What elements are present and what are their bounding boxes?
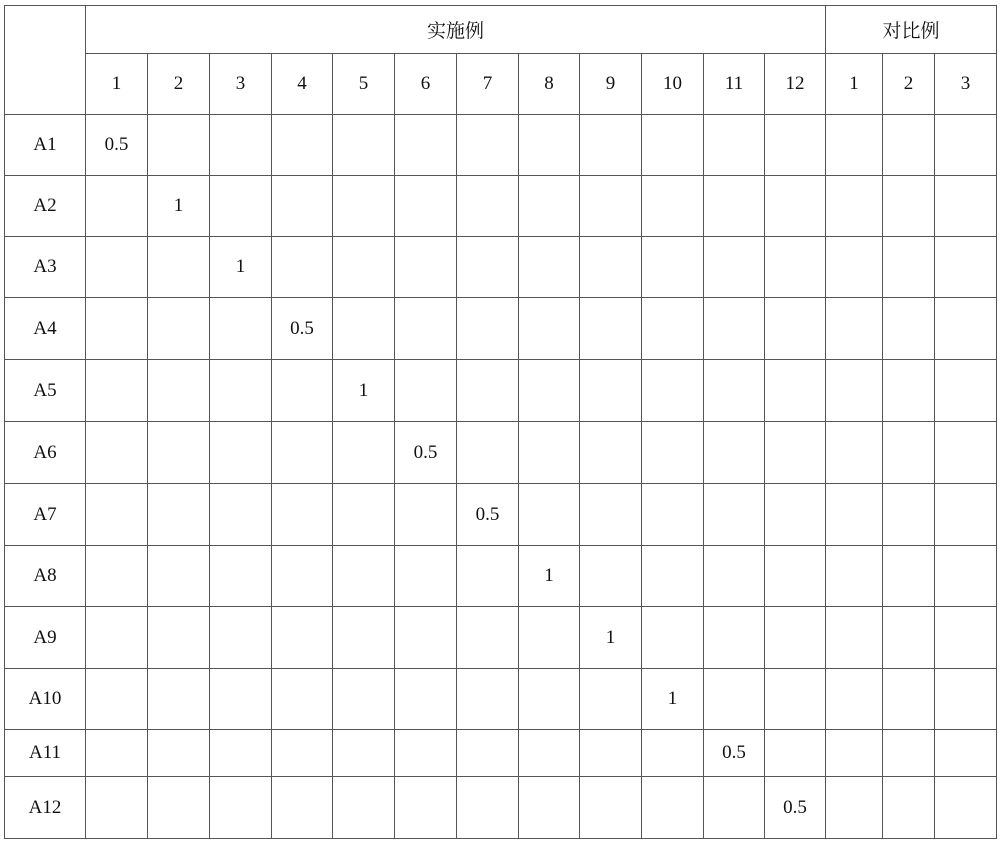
table-cell: 1 — [333, 360, 395, 422]
table-cell — [333, 176, 395, 237]
table-cell: 0.5 — [86, 115, 148, 176]
table-cell — [272, 115, 333, 176]
table-cell — [457, 607, 519, 669]
table-cell — [210, 777, 272, 839]
table-cell — [395, 484, 457, 546]
table-cell — [210, 115, 272, 176]
table-cell: 1 — [210, 237, 272, 298]
table-cell — [210, 546, 272, 607]
table-cell — [704, 669, 765, 730]
row-label: A1 — [5, 115, 86, 176]
table-cell — [935, 777, 997, 839]
table-cell — [395, 546, 457, 607]
table-cell — [457, 730, 519, 777]
table-cell — [826, 237, 883, 298]
table-cell: 1 — [148, 176, 210, 237]
table-row — [5, 777, 997, 839]
table-cell — [580, 360, 642, 422]
table-cell — [272, 484, 333, 546]
row-label: A2 — [5, 176, 86, 237]
table-cell — [519, 669, 580, 730]
table-cell: 0.5 — [272, 298, 333, 360]
table-row — [5, 176, 997, 237]
table-cell — [148, 484, 210, 546]
table-cell — [272, 730, 333, 777]
table-cell — [883, 777, 935, 839]
table-cell — [457, 237, 519, 298]
table-row — [5, 484, 997, 546]
table-cell — [210, 730, 272, 777]
table-cell — [765, 237, 826, 298]
table-cell — [883, 669, 935, 730]
table-cell — [826, 777, 883, 839]
row-label: A6 — [5, 422, 86, 484]
table-cell — [935, 546, 997, 607]
table-cell — [704, 422, 765, 484]
comparative-column-header: 3 — [935, 54, 997, 115]
table-cell — [210, 422, 272, 484]
table-row — [5, 607, 997, 669]
table-cell — [519, 298, 580, 360]
table-cell — [883, 546, 935, 607]
row-label: A11 — [5, 730, 86, 777]
table-cell — [148, 422, 210, 484]
table-cell — [704, 484, 765, 546]
row-label: A10 — [5, 669, 86, 730]
table-cell — [519, 607, 580, 669]
table-cell — [86, 422, 148, 484]
table-cell — [395, 730, 457, 777]
table-cell — [580, 669, 642, 730]
table-cell — [826, 484, 883, 546]
table-cell — [704, 237, 765, 298]
table-cell — [642, 484, 704, 546]
table-cell — [333, 298, 395, 360]
table-cell — [935, 607, 997, 669]
table-cell — [519, 176, 580, 237]
table-cell — [333, 237, 395, 298]
table-cell — [272, 777, 333, 839]
table-cell — [210, 484, 272, 546]
table-cell — [333, 484, 395, 546]
table-cell — [519, 730, 580, 777]
table-cell — [642, 237, 704, 298]
table-cell — [333, 115, 395, 176]
comparative-group-header: 对比例 — [826, 6, 997, 54]
example-column-header: 8 — [519, 54, 580, 115]
table-cell — [765, 484, 826, 546]
table-cell — [86, 730, 148, 777]
table-cell — [883, 115, 935, 176]
table-cell — [86, 546, 148, 607]
table-cell — [272, 176, 333, 237]
example-column-header: 2 — [148, 54, 210, 115]
table-cell — [148, 360, 210, 422]
table-cell — [210, 298, 272, 360]
table-cell — [333, 546, 395, 607]
table-cell — [86, 777, 148, 839]
table-cell — [826, 298, 883, 360]
table-cell — [148, 669, 210, 730]
table-cell — [86, 484, 148, 546]
table-cell — [519, 237, 580, 298]
examples-group-header: 实施例 — [86, 6, 826, 54]
table-cell — [826, 360, 883, 422]
example-column-header: 10 — [642, 54, 704, 115]
composition-table — [4, 5, 997, 839]
table-cell — [826, 607, 883, 669]
row-label: A5 — [5, 360, 86, 422]
example-column-header: 12 — [765, 54, 826, 115]
table-cell — [272, 360, 333, 422]
table-cell — [642, 176, 704, 237]
table-cell — [580, 484, 642, 546]
table-cell — [883, 176, 935, 237]
table-row — [5, 546, 997, 607]
table-cell — [457, 360, 519, 422]
table-cell — [642, 360, 704, 422]
row-label: A4 — [5, 298, 86, 360]
table-cell — [333, 730, 395, 777]
table-cell — [148, 777, 210, 839]
table-cell — [765, 360, 826, 422]
table-cell — [395, 360, 457, 422]
table-cell — [883, 237, 935, 298]
table-cell — [580, 422, 642, 484]
table-cell — [642, 115, 704, 176]
table-cell — [704, 777, 765, 839]
table-cell — [580, 176, 642, 237]
table-row — [5, 422, 997, 484]
table-cell — [272, 669, 333, 730]
table-cell — [457, 176, 519, 237]
table-cell — [395, 237, 457, 298]
table-cell — [935, 730, 997, 777]
table-cell — [333, 607, 395, 669]
table-cell: 0.5 — [395, 422, 457, 484]
example-column-header: 1 — [86, 54, 148, 115]
table-cell — [395, 115, 457, 176]
table-cell — [457, 669, 519, 730]
table-cell — [272, 237, 333, 298]
table-cell — [395, 298, 457, 360]
table-cell — [642, 777, 704, 839]
table-cell — [272, 546, 333, 607]
example-column-header: 9 — [580, 54, 642, 115]
table-cell — [883, 730, 935, 777]
column-header-row — [5, 54, 997, 115]
table-cell: 1 — [642, 669, 704, 730]
example-column-header: 5 — [333, 54, 395, 115]
table-cell — [704, 360, 765, 422]
table-cell — [883, 298, 935, 360]
table-cell — [704, 176, 765, 237]
table-cell — [883, 607, 935, 669]
table-cell — [642, 607, 704, 669]
example-column-header: 6 — [395, 54, 457, 115]
table-cell — [86, 237, 148, 298]
table-cell — [580, 730, 642, 777]
table-row — [5, 360, 997, 422]
row-label: A9 — [5, 607, 86, 669]
table-cell — [765, 422, 826, 484]
table-cell — [704, 546, 765, 607]
table-cell — [395, 777, 457, 839]
table-cell — [642, 422, 704, 484]
table-cell — [935, 360, 997, 422]
table-cell: 1 — [519, 546, 580, 607]
table-cell — [519, 422, 580, 484]
table-cell — [765, 115, 826, 176]
table-cell — [457, 115, 519, 176]
row-label: A12 — [5, 777, 86, 839]
table-cell — [86, 360, 148, 422]
table-cell — [883, 484, 935, 546]
table-cell — [333, 422, 395, 484]
table-cell — [765, 298, 826, 360]
table-cell — [86, 607, 148, 669]
table-cell — [148, 115, 210, 176]
table-cell — [86, 669, 148, 730]
row-label: A7 — [5, 484, 86, 546]
table-cell — [580, 546, 642, 607]
row-label: A3 — [5, 237, 86, 298]
corner-cell — [5, 6, 86, 115]
row-label: A8 — [5, 546, 86, 607]
table-cell — [148, 298, 210, 360]
table-cell — [935, 422, 997, 484]
table-cell — [333, 777, 395, 839]
table-cell — [86, 298, 148, 360]
table-cell — [935, 298, 997, 360]
table-cell — [519, 360, 580, 422]
table-cell — [826, 669, 883, 730]
table-cell — [765, 176, 826, 237]
table-cell — [883, 360, 935, 422]
table-cell — [210, 176, 272, 237]
table-cell — [457, 422, 519, 484]
table-cell — [580, 115, 642, 176]
table-cell — [333, 669, 395, 730]
table-cell — [395, 176, 457, 237]
table-cell — [826, 730, 883, 777]
table-cell — [272, 422, 333, 484]
table-cell — [148, 546, 210, 607]
table-cell — [765, 607, 826, 669]
table-cell — [395, 669, 457, 730]
table-cell — [580, 298, 642, 360]
table-cell — [457, 298, 519, 360]
table-cell — [704, 115, 765, 176]
table-cell — [457, 777, 519, 839]
table-cell — [826, 115, 883, 176]
table-cell — [704, 298, 765, 360]
table-cell — [765, 730, 826, 777]
table-cell — [148, 730, 210, 777]
table-cell — [519, 484, 580, 546]
table-cell — [642, 730, 704, 777]
table-cell: 0.5 — [457, 484, 519, 546]
table-cell — [210, 360, 272, 422]
table-cell — [935, 237, 997, 298]
group-header-row — [5, 6, 997, 54]
table-cell — [642, 546, 704, 607]
table-row — [5, 669, 997, 730]
table-row — [5, 730, 997, 777]
table-cell — [826, 546, 883, 607]
table-cell — [272, 607, 333, 669]
table-row — [5, 237, 997, 298]
table-cell — [765, 669, 826, 730]
example-column-header: 11 — [704, 54, 765, 115]
table-row — [5, 298, 997, 360]
comparative-column-header: 2 — [883, 54, 935, 115]
example-column-header: 3 — [210, 54, 272, 115]
table-cell — [826, 422, 883, 484]
table-cell — [210, 607, 272, 669]
table-cell — [148, 607, 210, 669]
example-column-header: 7 — [457, 54, 519, 115]
table-cell: 0.5 — [704, 730, 765, 777]
table-cell — [883, 422, 935, 484]
table-cell — [457, 546, 519, 607]
table-cell: 1 — [580, 607, 642, 669]
table-cell — [395, 607, 457, 669]
table-row — [5, 115, 997, 176]
table-cell: 0.5 — [765, 777, 826, 839]
table-cell — [519, 115, 580, 176]
table-cell — [935, 484, 997, 546]
table-cell — [580, 777, 642, 839]
table-cell — [210, 669, 272, 730]
table-cell — [935, 176, 997, 237]
table-cell — [642, 298, 704, 360]
table-cell — [935, 669, 997, 730]
table-cell — [580, 237, 642, 298]
example-column-header: 4 — [272, 54, 333, 115]
table-cell — [765, 546, 826, 607]
table-cell — [826, 176, 883, 237]
table-cell — [519, 777, 580, 839]
comparative-column-header: 1 — [826, 54, 883, 115]
table-cell — [704, 607, 765, 669]
table-cell — [935, 115, 997, 176]
table-cell — [148, 237, 210, 298]
table-cell — [86, 176, 148, 237]
